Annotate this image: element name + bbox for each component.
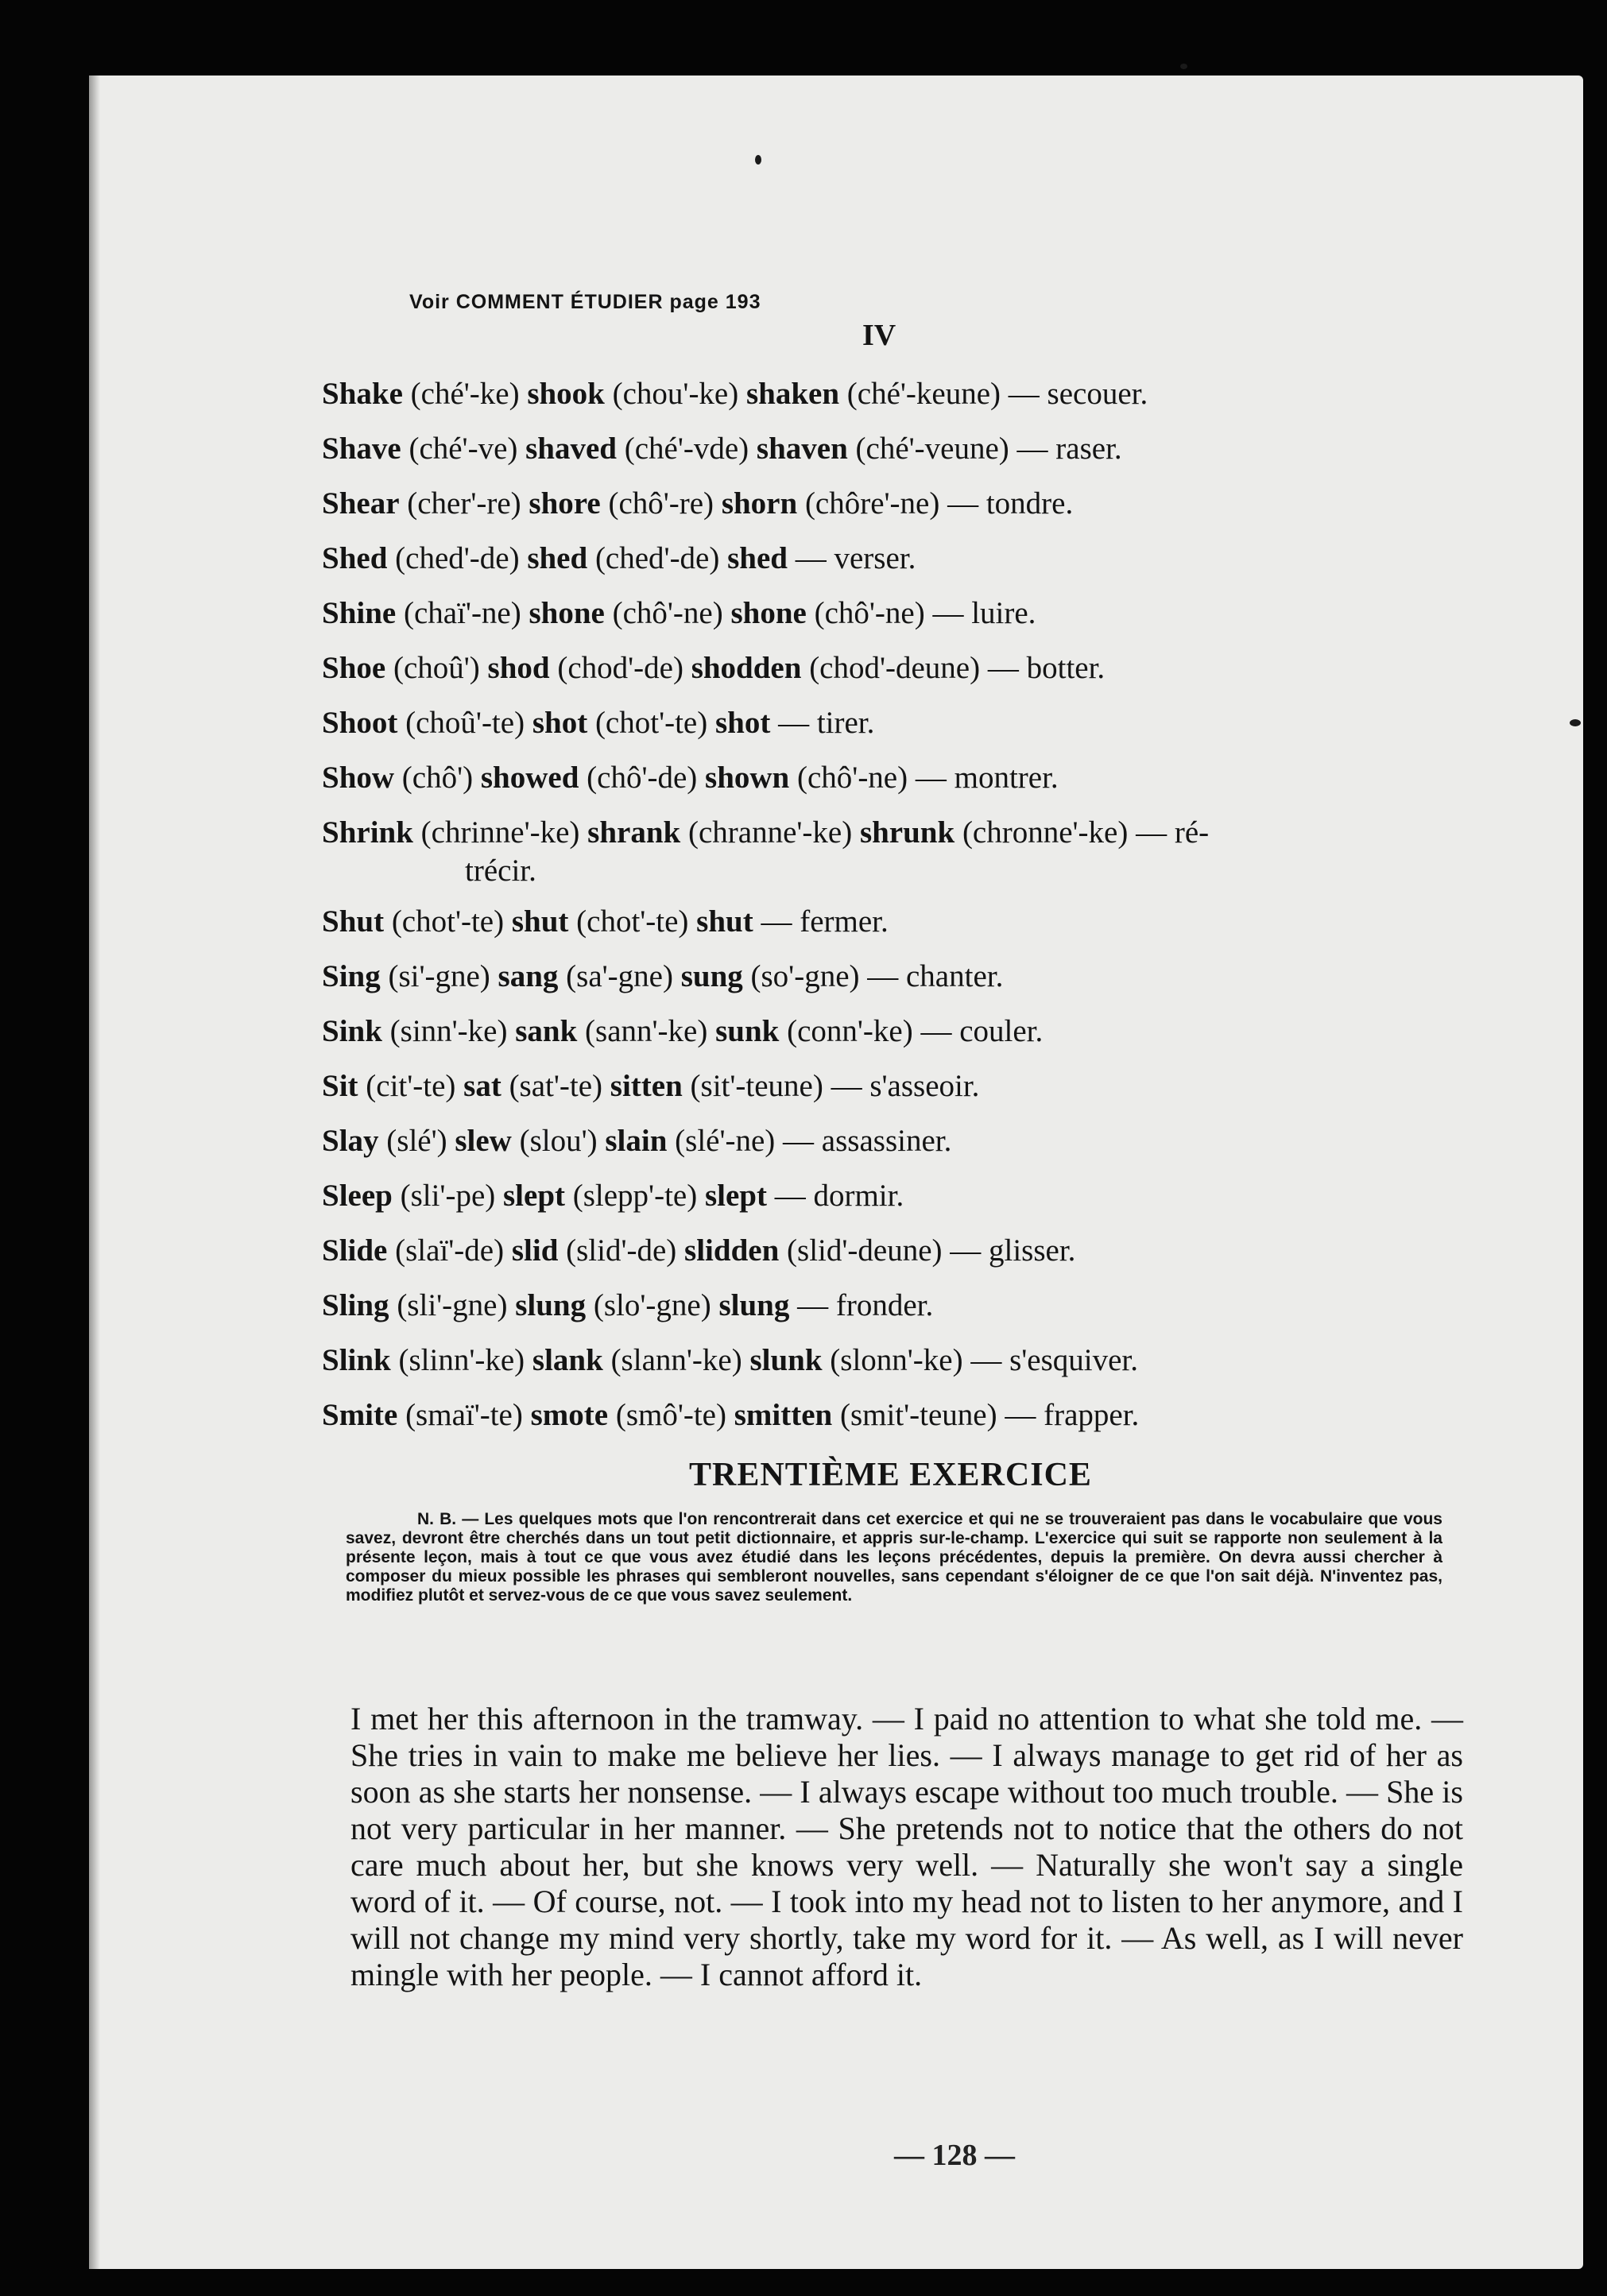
verb-participle-pronunciation: (conn'-ke)	[787, 1014, 913, 1048]
verb-past-form: sang	[498, 959, 559, 993]
verb-base-form: Slay	[322, 1124, 379, 1158]
verb-participle-form: shot	[714, 706, 771, 740]
verb-base-form: Slide	[322, 1233, 388, 1268]
verb-meaning: — fermer.	[761, 904, 889, 939]
verb-participle-form: shodden	[691, 651, 802, 685]
verb-participle-form: sung	[680, 959, 743, 993]
verb-past-form: shot	[532, 706, 588, 740]
study-reference: Voir COMMENT ÉTUDIER page 193	[409, 291, 761, 313]
verb-base-pronunciation: (cit'-te)	[366, 1069, 456, 1103]
verb-meaning: — luire.	[932, 596, 1036, 630]
verb-participle-pronunciation: (slonn'-ke)	[830, 1343, 963, 1377]
verb-participle-pronunciation: (chôre'-ne)	[804, 486, 940, 521]
verb-base-form: Sling	[322, 1288, 389, 1322]
verb-past-pronunciation: (slou')	[519, 1124, 598, 1158]
verb-meaning: — glisser.	[950, 1233, 1076, 1268]
verb-past-pronunciation: (ché'-vde)	[624, 432, 749, 466]
verb-base-pronunciation: (ched'-de)	[395, 541, 520, 575]
verb-entry	[322, 1177, 1435, 1232]
verb-participle-pronunciation: (ché'-veune)	[855, 432, 1009, 466]
verb-base-form: Smite	[322, 1398, 398, 1432]
verb-meaning: — couler.	[920, 1014, 1044, 1048]
verb-past-pronunciation: (slo'-gne)	[593, 1288, 711, 1322]
verb-meaning: — assassiner.	[783, 1124, 952, 1158]
verb-past-form: shrank	[587, 815, 681, 850]
verb-meaning-continuation: trécir.	[465, 854, 536, 888]
verb-participle-pronunciation: (sit'-teune)	[690, 1069, 823, 1103]
verb-entry	[322, 903, 1435, 958]
verb-meaning: — secouer.	[1008, 377, 1148, 411]
verb-past-pronunciation: (smô'-te)	[615, 1398, 726, 1432]
verb-participle-form: slain	[605, 1124, 668, 1158]
verb-participle-pronunciation: (slé'-ne)	[675, 1124, 776, 1158]
verb-meaning: — s'esquiver.	[970, 1343, 1139, 1377]
verb-past-pronunciation: (chranne'-ke)	[687, 815, 853, 850]
verb-base-pronunciation: (chô')	[401, 761, 474, 795]
verb-meaning: — frapper.	[1005, 1398, 1140, 1432]
verb-past-form: slew	[455, 1124, 512, 1158]
verb-participle-form: slidden	[684, 1233, 780, 1268]
verb-base-form: Slink	[322, 1343, 391, 1377]
verb-participle-form: shed	[727, 541, 788, 575]
verb-past-form: slid	[511, 1233, 559, 1268]
verb-participle-form: shaken	[745, 377, 840, 411]
verb-meaning: — tondre.	[947, 486, 1074, 521]
verb-entry	[322, 1287, 1435, 1342]
verb-base-form: Sing	[322, 959, 381, 993]
section-heading: IV	[862, 319, 896, 352]
verb-base-pronunciation: (sli'-pe)	[400, 1179, 496, 1213]
verb-past-form: shut	[511, 904, 569, 939]
verb-entry	[322, 1232, 1435, 1287]
exercise-note: N. B. — Les quelques mots que l'on rencontrerait dans cet exercice et qui ne se trouveraient pas dans le vocabulaire que vous savez, devront être cherchés dans un tout petit dictionnaire, et appris sur-le-champ. L'exercice qui suit se rapporte non seulement à la présente leçon, mais à tout ce que vous avez étudié dans les leçons précédentes, depuis la première. On devra aussi chercher à composer du mieux possible les phrases qui sembleront nouvelles, sans cependant s'éloigner de ce que l'on sait déjà. N'inventez pas, modifiez plutôt et servez-vous de ce que vous savez seulement.	[346, 1510, 1442, 1605]
verb-participle-form: shrunk	[859, 815, 955, 850]
verb-entry	[322, 594, 1435, 649]
verb-meaning: — tirer.	[778, 706, 875, 740]
verb-participle-form: slunk	[749, 1343, 823, 1377]
verb-base-pronunciation: (slé')	[386, 1124, 447, 1158]
verb-base-pronunciation: (si'-gne)	[388, 959, 490, 993]
page-number: — 128 —	[894, 2139, 1015, 2172]
verb-past-pronunciation: (chot'-te)	[576, 904, 689, 939]
verb-meaning: — botter.	[987, 651, 1106, 685]
verb-participle-form: shown	[705, 761, 790, 795]
verb-past-pronunciation: (chô'-de)	[587, 761, 698, 795]
verb-participle-form: shaven	[756, 432, 848, 466]
verb-participle-form: slept	[704, 1179, 767, 1213]
verb-participle-form: shone	[730, 596, 807, 630]
verb-base-pronunciation: (choû'-te)	[405, 706, 525, 740]
verb-base-pronunciation: (chrinne'-ke)	[420, 815, 580, 850]
verb-past-pronunciation: (slepp'-te)	[572, 1179, 698, 1213]
verb-participle-pronunciation: (slid'-deune)	[787, 1233, 943, 1268]
verb-base-pronunciation: (cher'-re)	[407, 486, 521, 521]
verb-past-form: shed	[527, 541, 588, 575]
verb-base-form: Shoot	[322, 706, 398, 740]
verb-base-pronunciation: (sli'-gne)	[397, 1288, 508, 1322]
verb-base-pronunciation: (smaï'-te)	[405, 1398, 523, 1432]
verb-base-pronunciation: (choû')	[393, 651, 480, 685]
verb-past-form: sank	[515, 1014, 578, 1048]
verb-past-pronunciation: (sann'-ke)	[585, 1014, 708, 1048]
verb-participle-pronunciation: (chô'-ne)	[797, 761, 908, 795]
verb-entry	[322, 1396, 1435, 1451]
verb-past-form: sat	[463, 1069, 501, 1103]
exercise-title: TRENTIÈME EXERCICE	[689, 1457, 1092, 1493]
verb-past-pronunciation: (ched'-de)	[594, 541, 720, 575]
verb-past-form: slept	[503, 1179, 565, 1213]
verb-entry	[322, 759, 1435, 814]
verb-base-form: Shoe	[322, 651, 386, 685]
verb-past-pronunciation: (chot'-te)	[594, 706, 708, 740]
page-binding-shadow	[89, 76, 100, 2269]
verb-base-form: Shut	[322, 904, 385, 939]
verb-entry	[322, 814, 1435, 903]
irregular-verb-list	[322, 375, 1435, 1451]
verb-past-pronunciation: (slann'-ke)	[610, 1343, 742, 1377]
verb-base-form: Shake	[322, 377, 403, 411]
verb-participle-pronunciation: (chod'-deune)	[809, 651, 981, 685]
verb-meaning: — chanter.	[867, 959, 1004, 993]
verb-entry	[322, 540, 1435, 594]
verb-base-form: Shave	[322, 432, 401, 466]
verb-participle-form: sitten	[610, 1069, 683, 1103]
verb-meaning: — dormir.	[774, 1179, 904, 1213]
verb-participle-pronunciation: (chô'-ne)	[814, 596, 925, 630]
ink-speck	[1570, 719, 1581, 726]
verb-past-form: smote	[530, 1398, 609, 1432]
verb-past-form: shook	[527, 377, 605, 411]
verb-entry	[322, 430, 1435, 485]
verb-base-form: Shear	[322, 486, 400, 521]
verb-base-form: Shine	[322, 596, 397, 630]
verb-base-pronunciation: (chaï'-ne)	[403, 596, 521, 630]
verb-past-form: shaved	[525, 432, 617, 466]
verb-base-pronunciation: (slinn'-ke)	[398, 1343, 525, 1377]
verb-participle-form: sunk	[715, 1014, 780, 1048]
verb-meaning: — fronder.	[797, 1288, 934, 1322]
verb-base-form: Shed	[322, 541, 388, 575]
verb-past-form: shore	[529, 486, 601, 521]
verb-participle-pronunciation: (smit'-teune)	[839, 1398, 997, 1432]
verb-past-form: shod	[487, 651, 550, 685]
verb-past-pronunciation: (chô'-ne)	[612, 596, 723, 630]
verb-participle-form: smitten	[734, 1398, 833, 1432]
verb-entry	[322, 704, 1435, 759]
verb-base-form: Sink	[322, 1014, 382, 1048]
verb-entry	[322, 1122, 1435, 1177]
verb-past-pronunciation: (sa'-gne)	[566, 959, 673, 993]
verb-past-form: slung	[515, 1288, 587, 1322]
verb-entry	[322, 1012, 1435, 1067]
verb-past-pronunciation: (chou'-ke)	[612, 377, 739, 411]
verb-participle-pronunciation: (so'-gne)	[750, 959, 860, 993]
verb-base-form: Shrink	[322, 815, 413, 850]
verb-participle-pronunciation: (chronne'-ke)	[962, 815, 1129, 850]
verb-entry	[322, 649, 1435, 704]
verb-entry	[322, 485, 1435, 540]
verb-participle-form: shorn	[721, 486, 798, 521]
verb-entry	[322, 1067, 1435, 1122]
verb-participle-form: slung	[718, 1288, 790, 1322]
verb-entry	[322, 375, 1435, 430]
verb-entry	[322, 1342, 1435, 1396]
verb-entry	[322, 958, 1435, 1012]
verb-meaning: — montrer.	[915, 761, 1059, 795]
exercise-passage: I met her this afternoon in the tramway. — I paid no attention to what she told me. — She tries in vain to make me believe her lies. — I always manage to get rid of her as soon as she starts her nonsense. — I always escape without too much trouble. — She is not very particular in her manner. — She pretends not to notice that the others do not care much about her, but she knows very well. — Naturally she won't say a single word of it. — Of course, not. — I took into my head not to listen to her anymore, and I will not change my mind very shortly, take my word for it. — As well, as I will never mingle with her people. — I cannot afford it.	[350, 1701, 1463, 1992]
verb-base-form: Sleep	[322, 1179, 393, 1213]
verb-participle-pronunciation: (ché'-keune)	[846, 377, 1001, 411]
verb-base-pronunciation: (sinn'-ke)	[389, 1014, 508, 1048]
verb-meaning: — s'asseoir.	[831, 1069, 980, 1103]
verb-base-form: Sit	[322, 1069, 358, 1103]
verb-meaning: — raser.	[1016, 432, 1122, 466]
verb-past-pronunciation: (sat'-te)	[509, 1069, 603, 1103]
verb-base-pronunciation: (ché'-ve)	[409, 432, 518, 466]
verb-meaning: — ré-	[1136, 815, 1210, 850]
verb-base-pronunciation: (chot'-te)	[391, 904, 505, 939]
verb-base-pronunciation: (ché'-ke)	[410, 377, 520, 411]
verb-base-pronunciation: (slaï'-de)	[395, 1233, 505, 1268]
verb-past-form: shone	[529, 596, 605, 630]
verb-past-pronunciation: (slid'-de)	[566, 1233, 677, 1268]
verb-participle-form: shut	[696, 904, 753, 939]
verb-base-form: Show	[322, 761, 395, 795]
verb-past-form: slank	[532, 1343, 603, 1377]
verb-past-form: showed	[480, 761, 579, 795]
ink-speck	[755, 155, 761, 165]
verb-past-pronunciation: (chô'-re)	[608, 486, 714, 521]
ink-speck	[1180, 64, 1187, 69]
verb-past-pronunciation: (chod'-de)	[557, 651, 683, 685]
verb-meaning: — verser.	[795, 541, 916, 575]
